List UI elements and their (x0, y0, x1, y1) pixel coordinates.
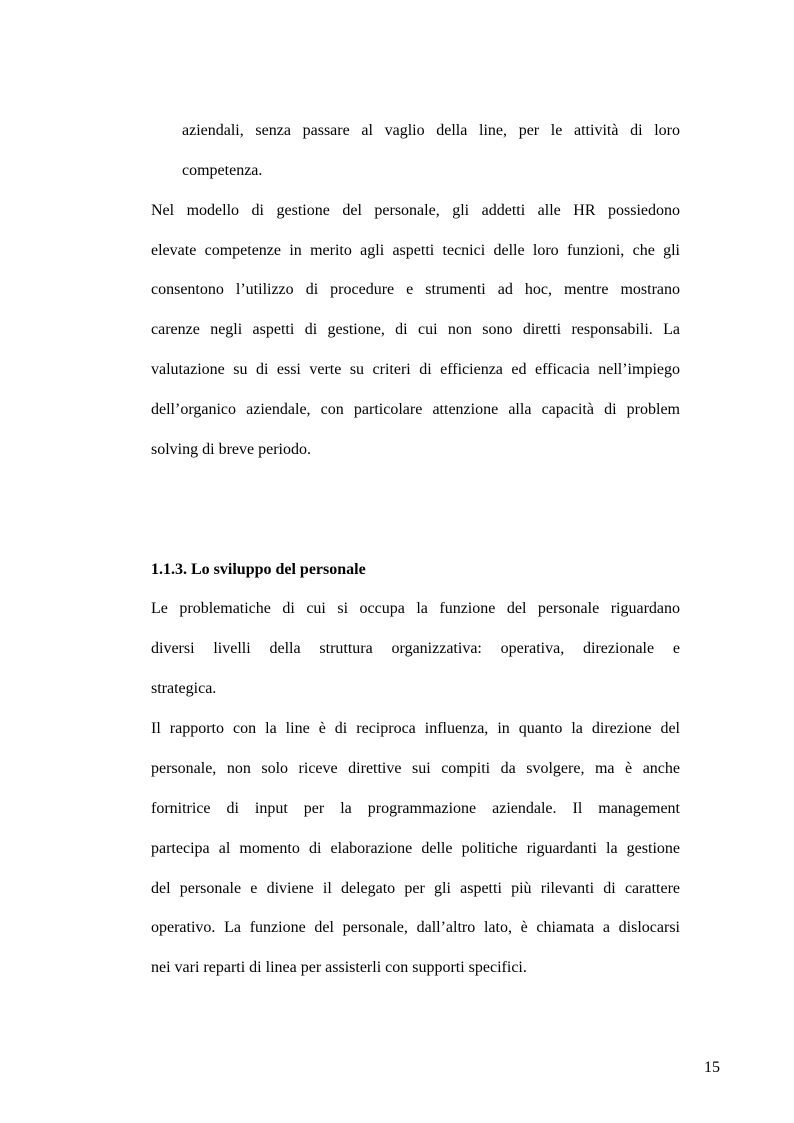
paragraph-line: Le problematiche di cui si occupa la funzione del personale riguardano (151, 600, 680, 617)
paragraph-line: Nel modello di gestione del personale, gli addetti alle HR possiedono (151, 202, 680, 219)
paragraph-line: nei vari reparti di linea per assisterli con supporti specifici. (151, 959, 527, 976)
paragraph-line: fornitrice di input per la programmazione aziendale. Il management (151, 800, 680, 817)
paragraph-line: elevate competenze in merito agli aspetti tecnici delle loro funzioni, che gli (151, 242, 680, 259)
paragraph-line: dell’organico aziendale, con particolare attenzione alla capacità di problem (151, 401, 680, 418)
section-heading: 1.1.3. Lo sviluppo del personale (151, 561, 366, 578)
paragraph-line: strategica. (151, 680, 217, 697)
paragraph-line: consentono l’utilizzo di procedure e strumenti ad hoc, mentre mostrano (151, 281, 680, 298)
paragraph-line: diversi livelli della struttura organizzativa: operativa, direzionale e (151, 640, 680, 657)
paragraph-line: valutazione su di essi verte su criteri di efficienza ed efficacia nell’impiego (151, 361, 680, 378)
paragraph-line: Il rapporto con la line è di reciproca influenza, in quanto la direzione del (151, 720, 680, 737)
list-item-line: competenza. (182, 162, 263, 179)
paragraph-line: del personale e diviene il delegato per gli aspetti più rilevanti di carattere (151, 880, 680, 897)
page-number: 15 (704, 1059, 720, 1076)
paragraph-line: carenze negli aspetti di gestione, di cui non sono diretti responsabili. La (151, 321, 680, 338)
list-item-line: aziendali, senza passare al vaglio della line, per le attività di loro (182, 122, 680, 139)
paragraph-line: operativo. La funzione del personale, dall’altro lato, è chiamata a dislocarsi (151, 919, 680, 936)
paragraph-line: personale, non solo riceve direttive sui compiti da svolgere, ma è anche (151, 760, 680, 777)
paragraph-line: partecipa al momento di elaborazione delle politiche riguardanti la gestione (151, 840, 680, 857)
paragraph-line: solving di breve periodo. (151, 441, 311, 458)
